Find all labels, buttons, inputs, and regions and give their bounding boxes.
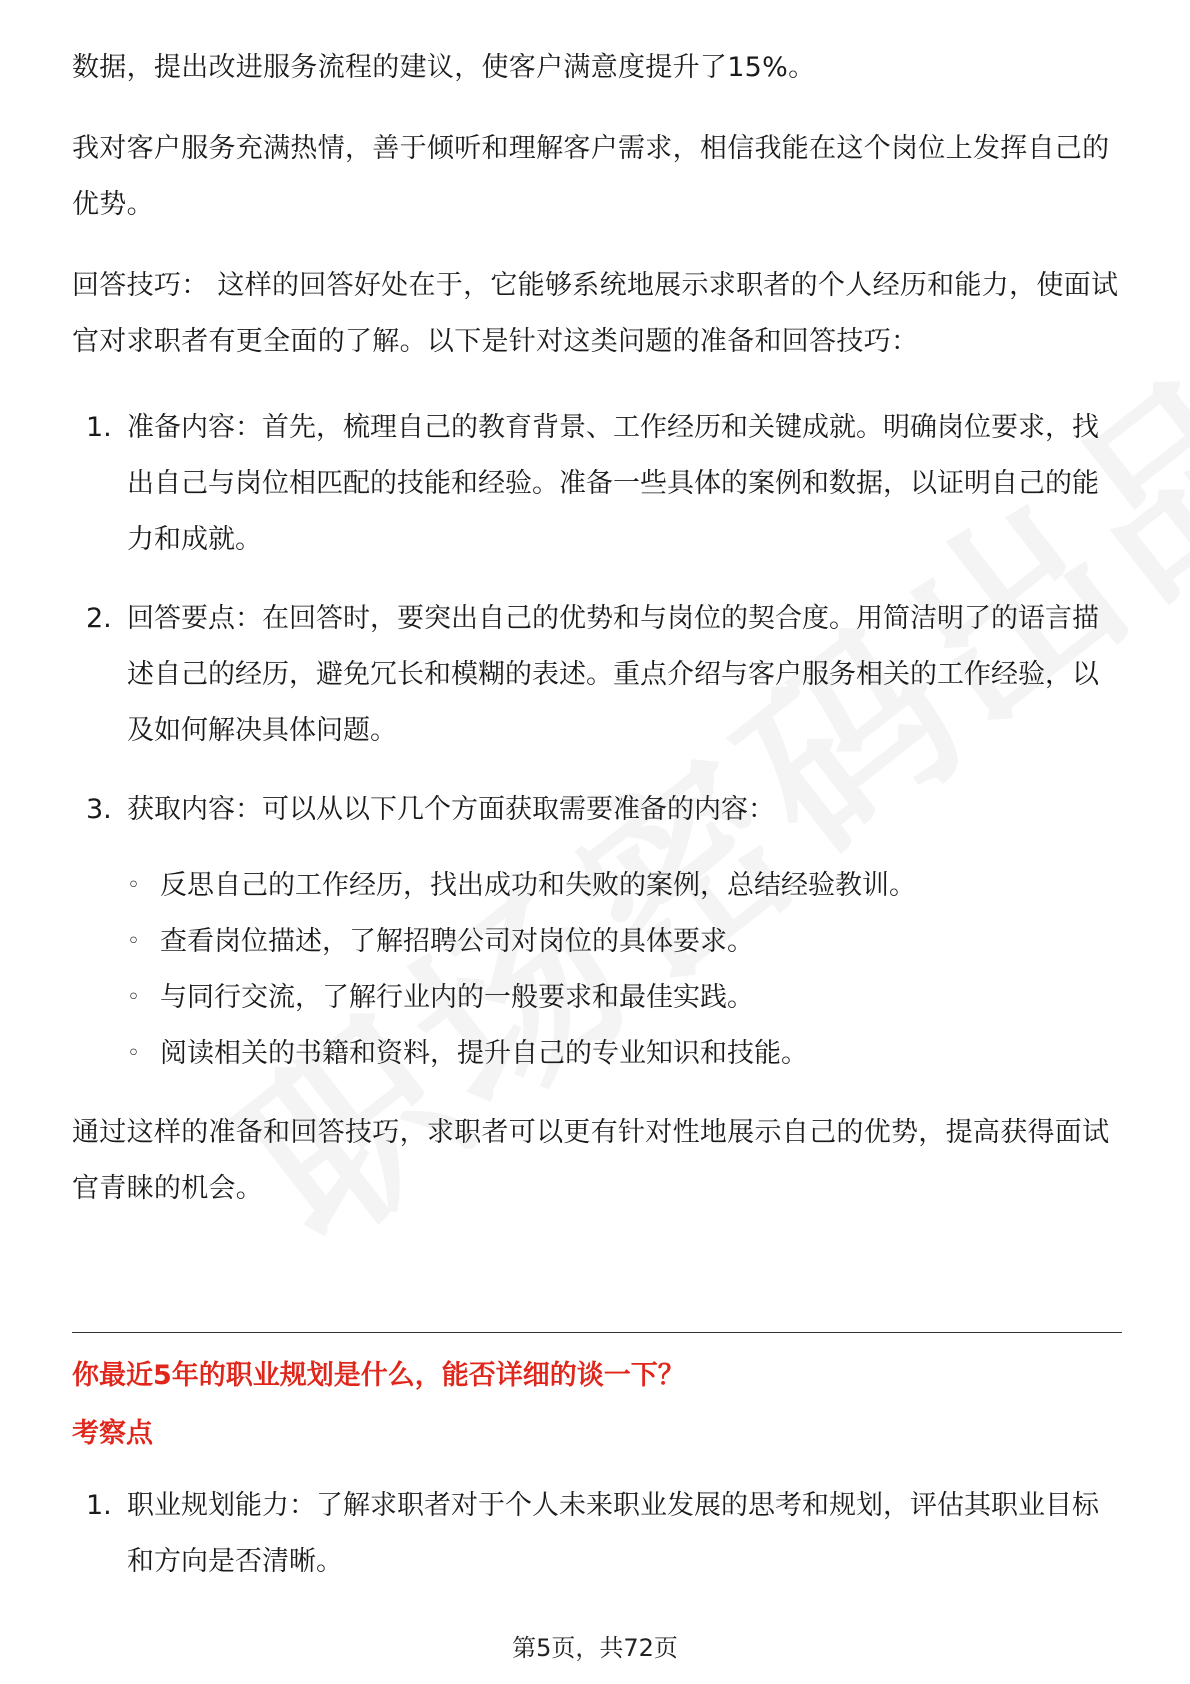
bullet-icon: ◦ xyxy=(127,1041,140,1066)
list-item xyxy=(127,1026,1122,1082)
list-item xyxy=(127,914,1122,970)
tips-list xyxy=(72,400,1122,1082)
list-number: 3. xyxy=(86,794,112,825)
list-item-text: 获取内容：可以从以下几个方面获取需要准备的内容： xyxy=(127,794,775,825)
bullet-icon: ◦ xyxy=(127,985,140,1010)
bullet-icon: ◦ xyxy=(127,929,140,954)
list-item xyxy=(72,782,1122,1082)
list-item-text: 准备内容：首先，梳理自己的教育背景、工作经历和关键成就。明确岗位要求，找出自己与岗位相匹配的技能和经验。准备一些具体的案例和数据，以证明自己的能力和成就。 xyxy=(127,412,1099,555)
bullet-icon: ◦ xyxy=(127,873,140,898)
page-footer: 第5页，共72页 xyxy=(512,1634,678,1662)
list-number: 1. xyxy=(86,1490,112,1521)
answer-tips-paragraph: 回答技巧： 这样的回答好处在于，它能够系统地展示求职者的个人经历和能力，使面试官对求职者有更全面的了解。以下是针对这类问题的准备和回答技巧： xyxy=(72,270,1119,357)
list-item xyxy=(72,400,1122,568)
list-item xyxy=(127,970,1122,1026)
sources-list xyxy=(127,858,1122,1082)
list-item xyxy=(72,1478,1122,1590)
list-item-text: 查看岗位描述，了解招聘公司对岗位的具体要求。 xyxy=(160,926,754,957)
list-item xyxy=(72,591,1122,759)
paragraph-1: 数据，提出改进服务流程的建议，使客户满意度提升了15%。 xyxy=(72,52,816,83)
section-divider xyxy=(72,1332,1122,1333)
list-item-text: 回答要点：在回答时，要突出自己的优势和与岗位的契合度。用简洁明了的语言描述自己的经历，避免冗长和模糊的表述。重点介绍与客户服务相关的工作经验，以及如何解决具体问题。 xyxy=(127,603,1099,746)
main-content xyxy=(72,40,1122,1217)
conclusion-paragraph: 通过这样的准备和回答技巧，求职者可以更有针对性地展示自己的优势，提高获得面试官青睐的机会。 xyxy=(72,1117,1110,1204)
list-item-text: 职业规划能力：了解求职者对于个人未来职业发展的思考和规划，评估其职业目标和方向是否清晰。 xyxy=(127,1490,1099,1577)
list-item-text: 阅读相关的书籍和资料，提升自己的专业知识和技能。 xyxy=(160,1038,808,1069)
evaluation-points xyxy=(72,1478,1122,1613)
interview-question: 你最近5年的职业规划是什么，能否详细的谈一下？ xyxy=(72,1360,685,1391)
points-list xyxy=(72,1478,1122,1590)
list-number: 2. xyxy=(86,603,112,634)
list-item-text: 与同行交流，了解行业内的一般要求和最佳实践。 xyxy=(160,982,754,1013)
list-item xyxy=(127,858,1122,914)
list-number: 1. xyxy=(86,412,112,443)
paragraph-2: 我对客户服务充满热情，善于倾听和理解客户需求，相信我能在这个岗位上发挥自己的优势。 xyxy=(72,133,1110,220)
list-item-text: 反思自己的工作经历，找出成功和失败的案例，总结经验教训。 xyxy=(160,870,916,901)
section-subheading: 考察点 xyxy=(72,1418,153,1449)
